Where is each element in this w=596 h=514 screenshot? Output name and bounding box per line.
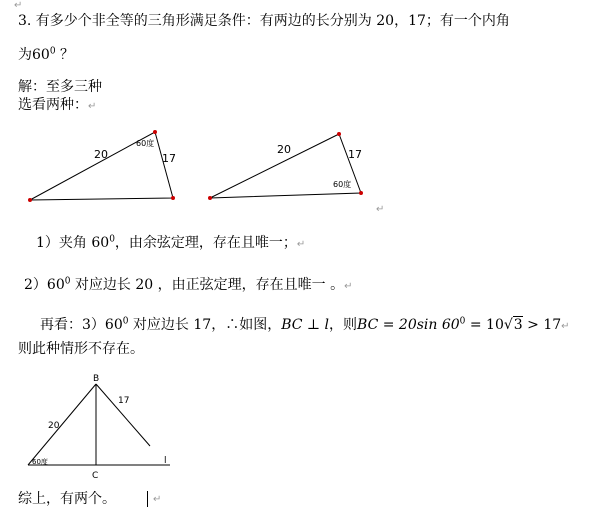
question-line-1: [18, 12, 510, 30]
solution-label: [18, 78, 102, 96]
side-20: [28, 384, 96, 465]
sqrt-3: √3: [503, 317, 523, 333]
question-angle: 60: [32, 47, 50, 63]
vertex-dot: [171, 196, 175, 200]
left-angle-label: 60度: [136, 139, 155, 148]
side-20-label: 20: [48, 421, 60, 431]
case2-sup: 0: [64, 276, 71, 287]
paragraph-mark: ↵: [153, 494, 162, 505]
case1-text: ，由余弦定理，存在且唯一；: [114, 235, 297, 251]
case-3: [40, 316, 570, 336]
solution-text: 解：至多三种: [18, 79, 102, 95]
case-1: [36, 234, 305, 254]
vertex-c-label: C: [92, 471, 99, 480]
angle-60-label: 60度: [32, 458, 48, 466]
case3-then: ，则: [329, 317, 358, 333]
question-prefix: 为: [18, 47, 32, 63]
solution-intro: [18, 96, 96, 116]
vertex-b-label: B: [93, 374, 100, 384]
right-angle-label: 60度: [333, 180, 352, 189]
paragraph-mark: ↵: [376, 204, 385, 215]
degree-sup: 0: [49, 46, 56, 57]
formula-tail: > 17: [522, 317, 562, 333]
case3-text: 对应边长 17，∴如图，: [128, 317, 282, 333]
case1-sup: 0: [109, 234, 115, 245]
left-side-20: 20: [94, 148, 108, 161]
right-side-17: 17: [348, 148, 362, 161]
formula-lhs: BC = 20sin 60: [357, 317, 460, 333]
case-3-line-2: [18, 340, 144, 358]
paragraph-mark: ↵: [561, 321, 570, 332]
line-l-label: l: [164, 456, 167, 466]
case3-angle: 60: [104, 317, 123, 333]
case3-conclusion: 则此种情形不存在。: [18, 341, 144, 357]
paragraph-mark: ↵: [14, 0, 23, 11]
side-17-label: 17: [118, 396, 130, 406]
sqrt-radicand: 3: [513, 317, 523, 333]
perpendicular-statement: BC ⊥ l: [281, 317, 330, 333]
conclusion: [18, 490, 116, 508]
left-side-17: 17: [162, 152, 176, 165]
case1-angle: 60: [91, 235, 110, 251]
side-17: [96, 384, 150, 446]
right-side-20: 20: [277, 143, 291, 156]
vertex-dot: [337, 132, 341, 136]
figure-two-triangles: [0, 120, 400, 210]
case2-text: 对应边长 20 ，由正弦定理，存在且唯一 。: [70, 277, 345, 293]
vertex-dot: [153, 130, 157, 134]
case2-prefix: 2）: [24, 277, 47, 293]
case1-prefix: 1）夹角: [36, 235, 92, 251]
solution-intro-text: 选看两种：: [18, 97, 88, 113]
case-2: [24, 276, 353, 296]
case2-angle: 60: [46, 277, 65, 293]
vertex-dot: [28, 198, 32, 202]
formula-sup: 0: [459, 316, 466, 327]
conclusion-text: 综上，有两个。: [18, 491, 116, 507]
vertex-dot: [208, 196, 212, 200]
text-cursor: [147, 491, 148, 507]
vertex-dot: [359, 191, 363, 195]
case3-prefix: 再看：3）: [40, 317, 105, 333]
formula-mid: = 10: [465, 317, 504, 333]
paragraph-mark: ↵: [344, 281, 353, 292]
paragraph-mark: ↵: [88, 101, 97, 112]
paragraph-mark: ↵: [296, 239, 306, 250]
question-text: 3. 有多少个非全等的三角形满足条件：有两边的长分别为 20，17；有一个内角: [18, 13, 510, 29]
question-suffix: ？: [55, 47, 75, 63]
case3-sup: 0: [122, 316, 129, 327]
question-line-2: [18, 46, 74, 64]
figure-perpendicular: [0, 370, 200, 480]
